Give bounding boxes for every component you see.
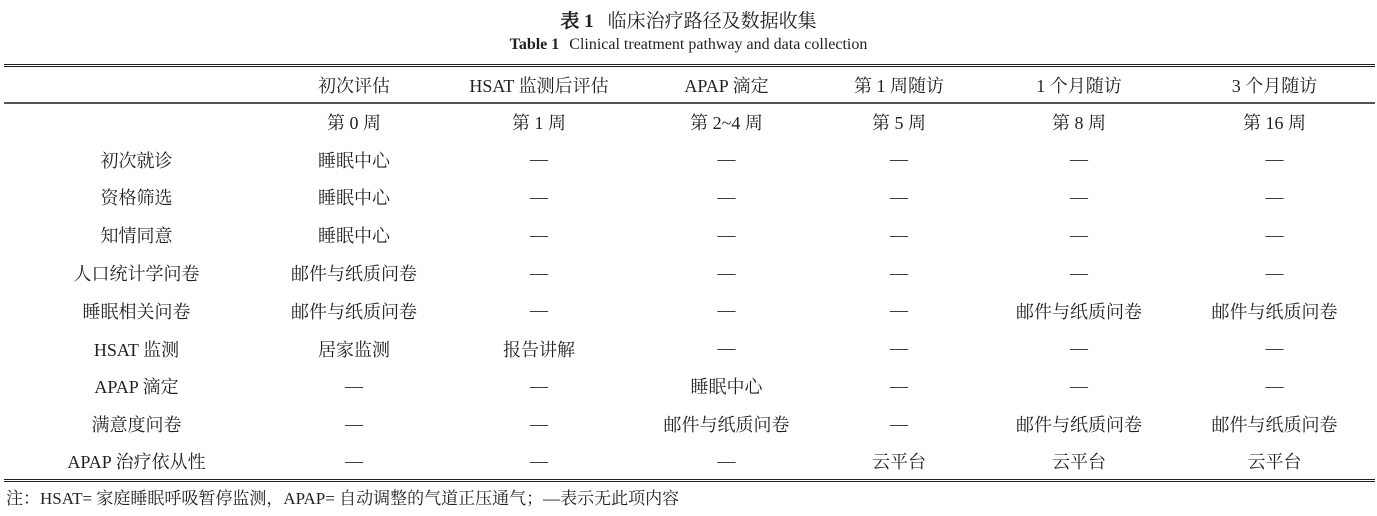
header-row <box>4 66 1375 104</box>
table-number: 表 1 <box>560 11 594 32</box>
table-cell: — <box>1265 262 1284 283</box>
table-cell: 睡眠中心 <box>318 150 390 171</box>
table-cell: 云平台 <box>872 452 926 473</box>
week-cell: 第 16 周 <box>1243 113 1306 134</box>
table-cell: — <box>717 224 736 245</box>
table-title-en <box>0 36 1377 54</box>
table-row <box>4 368 1375 406</box>
table-cell: — <box>717 186 736 207</box>
week-cell: 第 1 周 <box>512 113 566 134</box>
table-cell: — <box>1265 149 1284 170</box>
table-cell: 邮件与纸质问卷 <box>1211 415 1338 436</box>
row-label: APAP 治疗依从性 <box>67 452 206 473</box>
table-cell: — <box>1265 186 1284 207</box>
table-cell: — <box>890 300 908 321</box>
table-cell: — <box>1070 375 1088 396</box>
week-cell: 第 8 周 <box>1052 113 1106 134</box>
table-title-cn <box>0 6 1377 33</box>
row-label: APAP 滴定 <box>94 377 179 398</box>
week-cell: 第 0 周 <box>327 113 381 134</box>
table-cell: 睡眠中心 <box>690 377 763 398</box>
table-cell: — <box>1265 375 1284 396</box>
column-header: 1 个月随访 <box>984 66 1174 104</box>
table-cell: — <box>345 450 363 471</box>
table-cell: — <box>530 262 548 283</box>
table-cell: — <box>1070 186 1088 207</box>
table-row <box>4 292 1375 330</box>
column-header: 3 个月随访 <box>1174 66 1375 104</box>
table-row <box>4 216 1375 254</box>
table-cell: — <box>530 375 548 396</box>
table-cell: 居家监测 <box>318 339 390 360</box>
row-label: HSAT 监测 <box>93 339 180 360</box>
table-cell: — <box>1265 224 1284 245</box>
week-cell: 第 2~4 周 <box>690 113 763 134</box>
table-cell: 邮件与纸质问卷 <box>291 264 417 285</box>
table-cell: — <box>530 149 548 170</box>
table-cell: 邮件与纸质问卷 <box>291 301 417 322</box>
table-note: 注：HSAT= 家庭睡眠呼吸暂停监测，APAP= 自动调整的气道正压通气；—表示无此项内容 <box>6 489 680 508</box>
table-cell: 邮件与纸质问卷 <box>1016 415 1142 436</box>
table-cell: — <box>890 262 908 283</box>
table-cell: 邮件与纸质问卷 <box>663 415 790 436</box>
table-cell: — <box>717 262 736 283</box>
table-cell: — <box>530 413 548 434</box>
table-cell: — <box>345 375 363 396</box>
table-cell: 睡眠中心 <box>318 226 390 247</box>
week-cell <box>4 103 269 141</box>
column-header: 初次评估 <box>269 66 439 104</box>
table-cell: — <box>345 413 363 434</box>
table-cell: — <box>890 224 908 245</box>
table-cell: 报告讲解 <box>503 339 575 360</box>
table-cell: — <box>890 413 908 434</box>
table-cell: — <box>717 450 736 471</box>
table-row <box>4 330 1375 368</box>
column-header: HSAT 监测后评估 <box>439 66 639 104</box>
table-row <box>4 254 1375 292</box>
column-header: 第 1 周随访 <box>814 66 984 104</box>
row-label: 初次就诊 <box>100 150 173 171</box>
table-title-text-en: Clinical treatment pathway and data collection <box>569 36 868 53</box>
table-row <box>4 141 1375 179</box>
table-row <box>4 443 1375 481</box>
table-cell: 邮件与纸质问卷 <box>1211 301 1338 322</box>
table-cell: — <box>1070 149 1088 170</box>
table-row <box>4 179 1375 217</box>
table-cell: — <box>1070 262 1088 283</box>
table-cell: 云平台 <box>1052 452 1106 473</box>
column-header <box>4 66 269 104</box>
table-cell: — <box>1265 338 1284 359</box>
table-cell: — <box>717 149 736 170</box>
data-table <box>4 64 1375 482</box>
row-label: 人口统计学问卷 <box>73 264 200 285</box>
weeks-row <box>4 103 1375 141</box>
column-header: APAP 滴定 <box>639 66 814 104</box>
row-label: 知情同意 <box>100 226 173 247</box>
table-cell: — <box>530 450 548 471</box>
table-cell: — <box>890 338 908 359</box>
table-cell: — <box>530 300 548 321</box>
table-row <box>4 405 1375 443</box>
table-cell: — <box>530 224 548 245</box>
table-cell: 邮件与纸质问卷 <box>1016 301 1142 322</box>
week-cell: 第 5 周 <box>872 113 926 134</box>
table-cell: — <box>717 300 736 321</box>
table-cell: 睡眠中心 <box>318 188 390 209</box>
row-label: 满意度问卷 <box>91 415 182 436</box>
table-cell: — <box>717 338 736 359</box>
table-cell: 云平台 <box>1247 452 1302 473</box>
table-cell: — <box>1070 338 1088 359</box>
table-cell: — <box>890 149 908 170</box>
table-cell: — <box>890 375 908 396</box>
table-cell: — <box>890 186 908 207</box>
table-cell: — <box>1070 224 1088 245</box>
table-cell: — <box>530 186 548 207</box>
table-number-en: Table 1 <box>509 36 560 53</box>
table-title-text: 临床治疗路径及数据收集 <box>607 11 817 32</box>
row-label: 睡眠相关问卷 <box>82 301 191 322</box>
row-label: 资格筛选 <box>100 188 173 209</box>
